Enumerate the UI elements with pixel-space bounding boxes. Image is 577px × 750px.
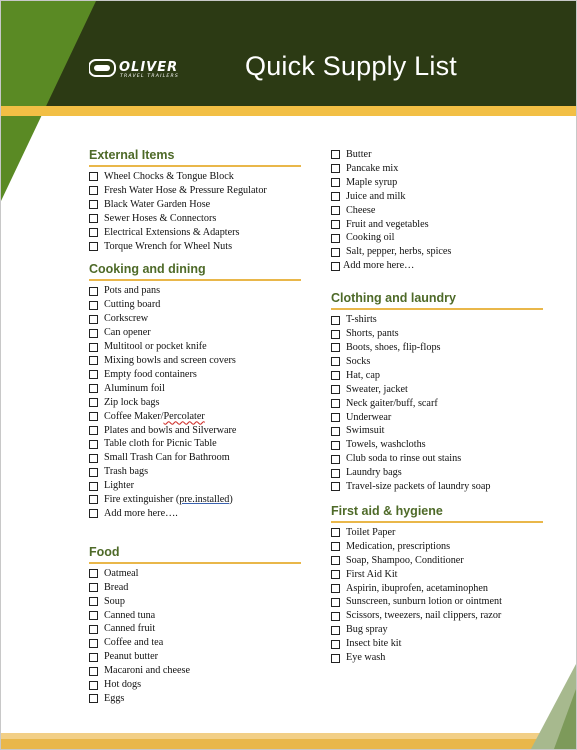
clothing-items-list [331,313,543,494]
corner-accent-top-left [1,1,96,201]
list-item[interactable]: Cooking oil [331,231,543,245]
corner-accent-bottom-right-dark [554,689,576,749]
checkbox-icon[interactable] [331,357,340,366]
footer-gold-stripe [1,739,577,750]
checkbox-icon[interactable] [331,626,340,635]
list-item[interactable]: Insect bite kit [331,637,543,651]
list-item[interactable]: Sewer Hoses & Connectors [89,212,301,226]
list-item[interactable]: Wheel Chocks & Tongue Block [89,170,301,184]
right-column [331,148,543,665]
list-item[interactable]: Fruit and vegetables [331,218,543,232]
list-item[interactable]: Maple syrup [331,176,543,190]
list-item[interactable]: Toilet Paper [331,526,543,540]
section-title-external: External Items [89,148,301,167]
list-item[interactable]: Towels, washcloths [331,438,543,452]
checkbox-icon[interactable] [89,625,98,634]
list-item[interactable]: Torque Wrench for Wheel Nuts [89,240,301,254]
list-item[interactable]: Swimsuit [331,424,543,438]
list-item[interactable]: Hot dogs [89,678,301,692]
list-item[interactable]: Neck gaiter/buff, scarf [331,397,543,411]
checkbox-icon[interactable] [331,234,340,243]
list-item[interactable]: Soap, Shampoo, Conditioner [331,554,543,568]
list-item[interactable]: Lighter [89,479,301,493]
checkbox-icon[interactable] [331,371,340,380]
checkbox-icon[interactable] [331,469,340,478]
checkbox-icon[interactable] [89,482,98,491]
list-item[interactable]: Bug spray [331,623,543,637]
checkbox-icon[interactable] [89,681,98,690]
list-item[interactable]: Boots, shoes, flip-flops [331,341,543,355]
checkbox-icon[interactable] [331,330,340,339]
oliver-logo [89,58,229,78]
list-item[interactable]: T-shirts [331,313,543,327]
checkbox-icon[interactable] [331,399,340,408]
left-column [89,148,301,706]
checkbox-icon[interactable] [331,640,340,649]
list-item[interactable]: Travel-size packets of laundry soap [331,480,543,494]
list-item[interactable]: Scissors, tweezers, nail clippers, razor [331,609,543,623]
checkbox-icon[interactable] [331,612,340,621]
list-item[interactable]: Medication, prescriptions [331,540,543,554]
list-item[interactable]: Empty food containers [89,368,301,382]
list-item[interactable]: Shorts, pants [331,327,543,341]
checkbox-icon[interactable] [331,654,340,663]
section-title-firstaid: First aid & hygiene [331,504,543,523]
list-item[interactable]: Socks [331,355,543,369]
checkbox-icon[interactable] [89,172,98,181]
list-item[interactable]: Eggs [89,692,301,706]
checkbox-icon[interactable] [89,597,98,606]
list-item[interactable]: Aspirin, ibuprofen, acetaminophen [331,582,543,596]
checkbox-icon[interactable] [89,200,98,209]
checkbox-icon[interactable] [331,455,340,464]
checkbox-icon[interactable] [331,441,340,450]
checkbox-icon[interactable] [331,150,340,159]
list-item[interactable]: Electrical Extensions & Adapters [89,226,301,240]
checkbox-icon[interactable] [89,583,98,592]
logo-subtext: TRAVEL TRAILERS [120,74,180,78]
list-item[interactable]: Plates and bowls and Silverware [89,424,301,438]
list-item[interactable]: Small Trash Can for Bathroom [89,451,301,465]
list-item[interactable]: Bread [89,581,301,595]
section-title-cooking: Cooking and dining [89,262,301,281]
list-item[interactable]: Pots and pans [89,284,301,298]
checkbox-icon[interactable] [331,482,340,491]
list-item[interactable]: Pancake mix [331,162,543,176]
checkbox-icon[interactable] [89,639,98,648]
list-item[interactable]: Trash bags [89,465,301,479]
checkbox-icon[interactable] [89,667,98,676]
checkbox-icon[interactable] [331,206,340,215]
list-item[interactable]: Coffee Maker/ Percolater [89,410,301,424]
checkbox-icon[interactable] [89,186,98,195]
list-item[interactable]: Black Water Garden Hose [89,198,301,212]
checkbox-icon[interactable] [89,412,98,421]
misspelled-word: Percolater [163,410,205,422]
list-item[interactable]: Corkscrew [89,312,301,326]
logo-text: OLIVER [119,60,179,75]
list-item[interactable]: Salt, pepper, herbs, spices [331,245,543,259]
list-item[interactable]: Cheese [331,204,543,218]
list-item[interactable]: Soup [89,595,301,609]
list-item[interactable]: Zip lock bags [89,396,301,410]
checkbox-icon[interactable] [331,528,340,537]
checkbox-icon[interactable] [331,413,340,422]
checkbox-icon[interactable] [89,370,98,379]
list-item[interactable]: Add more here… [331,259,543,273]
list-item[interactable]: Macaroni and cheese [89,664,301,678]
pre-installed-link[interactable]: pre.installed [179,494,230,506]
food-continued-list [331,148,543,273]
list-item[interactable]: Cutting board [89,298,301,312]
checkbox-icon[interactable] [89,694,98,703]
list-item[interactable]: Fire extinguisher ( pre.installed ) [89,493,301,507]
food-items-list [89,567,301,706]
checkbox-icon[interactable] [89,228,98,237]
checkbox-icon[interactable] [331,262,340,271]
list-item[interactable]: Sweater, jacket [331,383,543,397]
list-item[interactable]: Coffee and tea [89,636,301,650]
list-item[interactable]: Table cloth for Picnic Table [89,437,301,451]
checkbox-icon[interactable] [331,220,340,229]
checkbox-icon[interactable] [89,426,98,435]
checkbox-icon[interactable] [331,598,340,607]
list-item[interactable]: Can opener [89,326,301,340]
list-item[interactable]: Underwear [331,411,543,425]
list-item[interactable]: Fresh Water Hose & Pressure Regulator [89,184,301,198]
firstaid-items-list [331,526,543,665]
checkbox-icon[interactable] [331,248,340,257]
checkbox-icon[interactable] [331,164,340,173]
header-gold-stripe [1,106,577,116]
checkbox-icon[interactable] [89,495,98,504]
checkbox-icon[interactable] [89,356,98,365]
checkbox-icon[interactable] [331,343,340,352]
checkbox-icon[interactable] [89,611,98,620]
checkbox-icon[interactable] [331,584,340,593]
external-items-list [89,170,301,253]
checkbox-icon[interactable] [89,214,98,223]
cooking-items-list [89,284,301,520]
checkbox-icon[interactable] [331,427,340,436]
list-item[interactable]: Laundry bags [331,466,543,480]
list-item[interactable]: Eye wash [331,651,543,665]
list-item[interactable]: Butter [331,148,543,162]
checkbox-icon[interactable] [89,329,98,338]
list-item[interactable]: Juice and milk [331,190,543,204]
list-item[interactable]: Canned fruit [89,622,301,636]
checkbox-icon[interactable] [331,316,340,325]
list-item[interactable]: Canned tuna [89,609,301,623]
checkbox-icon[interactable] [89,509,98,518]
checkbox-icon[interactable] [89,384,98,393]
list-item[interactable]: Multitool or pocket knife [89,340,301,354]
checkbox-icon[interactable] [89,653,98,662]
checkbox-icon[interactable] [89,343,98,352]
list-item[interactable]: Mixing bowls and screen covers [89,354,301,368]
list-item[interactable]: First Aid Kit [331,568,543,582]
checkbox-icon[interactable] [331,570,340,579]
section-title-food: Food [89,545,301,564]
page-title: Quick Supply List [245,51,457,81]
checkbox-icon[interactable] [331,178,340,187]
checkbox-icon[interactable] [89,242,98,251]
checkbox-icon[interactable] [331,542,340,551]
checkbox-icon[interactable] [89,454,98,463]
checkbox-icon[interactable] [331,385,340,394]
list-item[interactable]: Add more here…. [89,507,301,521]
list-item[interactable]: Oatmeal [89,567,301,581]
checkbox-icon[interactable] [89,315,98,324]
list-item[interactable]: Aluminum foil [89,382,301,396]
checkbox-icon[interactable] [89,398,98,407]
list-item[interactable]: Club soda to rinse out stains [331,452,543,466]
checkbox-icon[interactable] [89,569,98,578]
checkbox-icon[interactable] [331,192,340,201]
checkbox-icon[interactable] [89,468,98,477]
list-item[interactable]: Hat, cap [331,369,543,383]
checkbox-icon[interactable] [331,556,340,565]
checkbox-icon[interactable] [89,301,98,310]
checkbox-icon[interactable] [89,287,98,296]
checkbox-icon[interactable] [89,440,98,449]
section-title-clothing: Clothing and laundry [331,291,543,310]
list-item[interactable]: Peanut butter [89,650,301,664]
list-item[interactable]: Sunscreen, sunburn lotion or ointment [331,595,543,609]
